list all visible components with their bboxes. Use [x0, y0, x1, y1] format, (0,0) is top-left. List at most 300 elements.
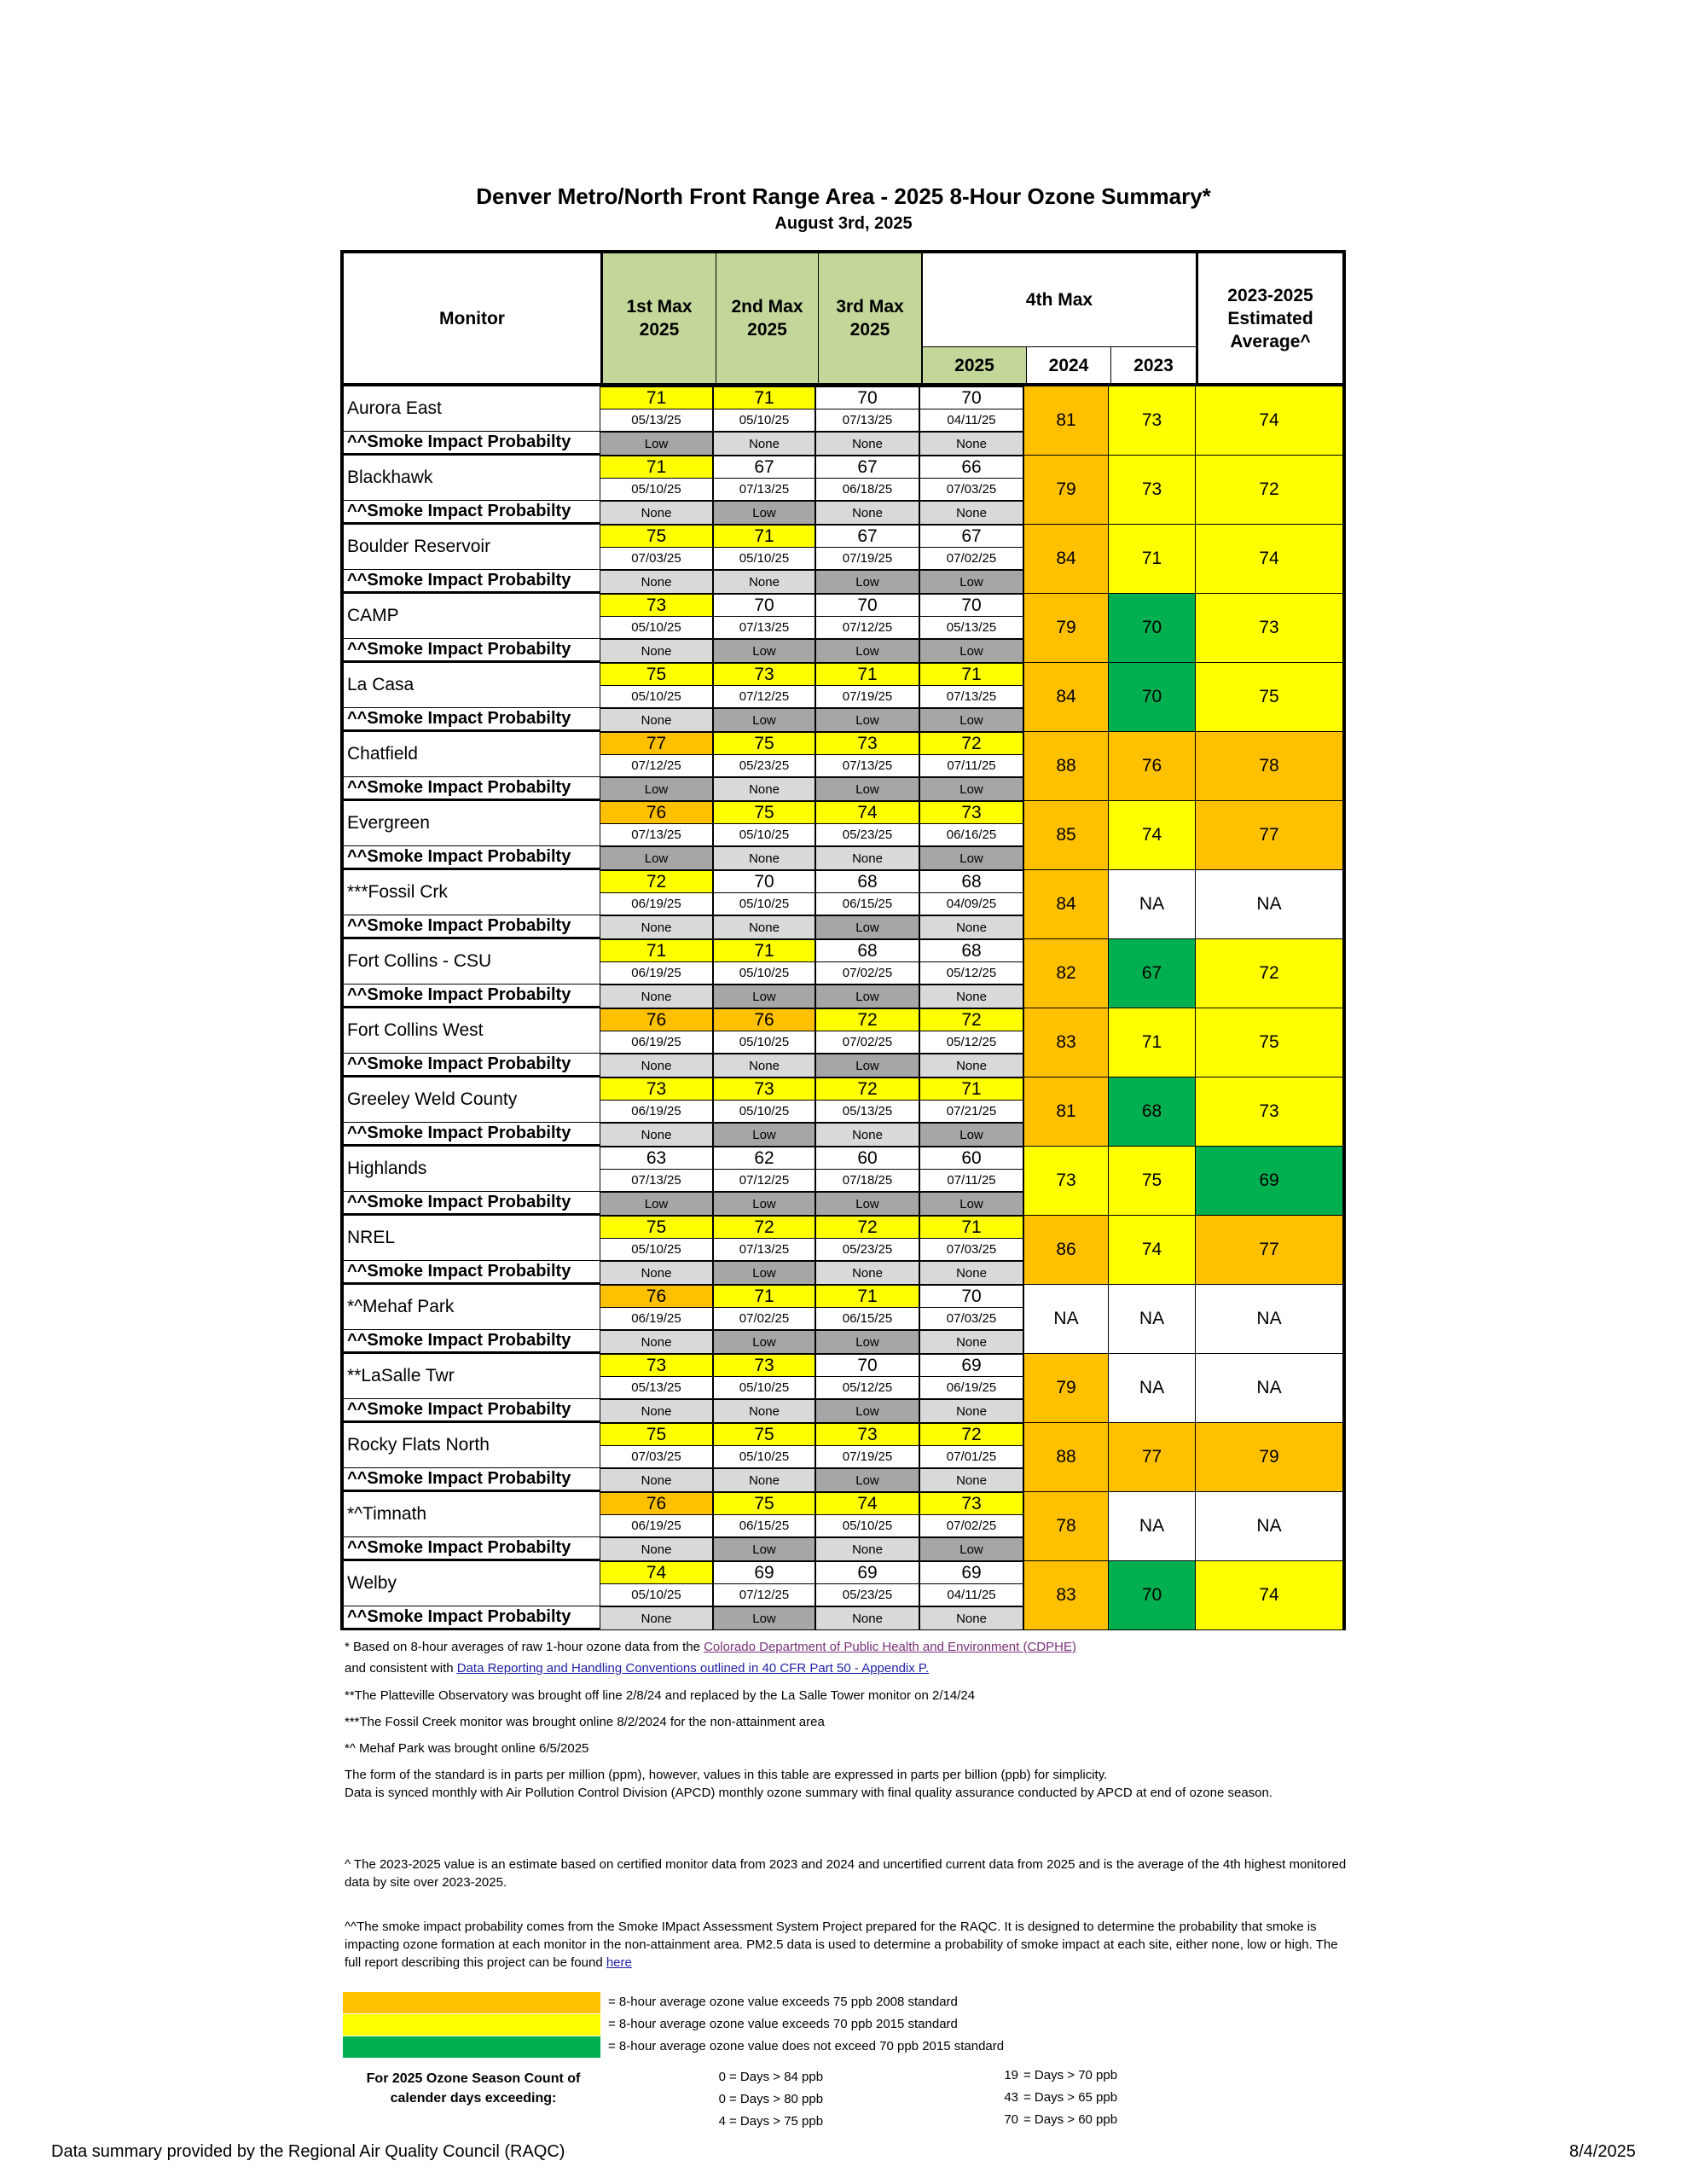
smoke-label: ^^Smoke Impact Probabilty: [340, 1054, 600, 1077]
4th-smoke-probability: None: [919, 1468, 1023, 1492]
1st-max-value: 73: [600, 594, 713, 616]
monitor-name: CAMP: [340, 594, 600, 639]
max-2024: 84: [1023, 870, 1108, 939]
monitor-row: [340, 1423, 1346, 1492]
max-2023: 74: [1108, 1216, 1195, 1285]
1st-max-value: 74: [600, 1561, 713, 1583]
max-2024: 81: [1023, 386, 1108, 456]
average-value: 69: [1195, 1147, 1346, 1216]
4th-max-date: 07/21/25: [919, 1100, 1023, 1123]
monitor-name: Rocky Flats North: [340, 1423, 600, 1468]
smoke-report-link[interactable]: here: [606, 1955, 632, 1970]
smoke-label: ^^Smoke Impact Probabilty: [340, 1537, 600, 1561]
2nd-max-date: 07/12/25: [713, 685, 815, 708]
3rd-max-date: 06/15/25: [815, 1307, 919, 1330]
average-value: NA: [1195, 870, 1346, 939]
4th-smoke-probability: Low: [919, 1537, 1023, 1561]
3rd-max-date: 05/13/25: [815, 1100, 919, 1123]
monitor-row: [340, 1285, 1346, 1354]
4th-max-value: 66: [919, 456, 1023, 478]
4th-smoke-probability: None: [919, 1606, 1023, 1630]
2nd-max-value: 75: [713, 1423, 815, 1445]
1st-max-value: 71: [600, 386, 713, 409]
max-2023: 76: [1108, 732, 1195, 801]
1st-max-value: 72: [600, 870, 713, 892]
3rd-smoke-probability: Low: [815, 639, 919, 663]
2nd-smoke-probability: Low: [713, 1606, 815, 1630]
max-2024: 79: [1023, 456, 1108, 525]
header-monitor: Monitor: [344, 253, 603, 383]
2nd-smoke-probability: Low: [713, 1192, 815, 1216]
smoke-label: ^^Smoke Impact Probabilty: [340, 1468, 600, 1492]
2nd-smoke-probability: Low: [713, 1123, 815, 1147]
average-value: 78: [1195, 732, 1346, 801]
4th-max-date: 05/12/25: [919, 961, 1023, 985]
4th-max-date: 05/12/25: [919, 1031, 1023, 1054]
2nd-max-date: 05/10/25: [713, 961, 815, 985]
3rd-max-value: 74: [815, 801, 919, 823]
3rd-max-date: 05/12/25: [815, 1376, 919, 1399]
count-number: 4: [718, 2114, 726, 2129]
1st-max-date: 06/19/25: [600, 1307, 713, 1330]
4th-max-date: 05/13/25: [919, 616, 1023, 639]
4th-max-value: 72: [919, 1008, 1023, 1031]
max-2023: 73: [1108, 386, 1195, 456]
1st-smoke-probability: None: [600, 1606, 713, 1630]
monitor-name: Fort Collins West: [340, 1008, 600, 1054]
2nd-max-date: 07/12/25: [713, 1583, 815, 1606]
4th-max-date: 07/02/25: [919, 1514, 1023, 1537]
monitor-row: [340, 801, 1346, 870]
count-number: 0: [718, 2092, 726, 2106]
4th-max-value: 71: [919, 1077, 1023, 1100]
4th-max-date: 07/03/25: [919, 1307, 1023, 1330]
average-value: NA: [1195, 1354, 1346, 1423]
3rd-max-value: 70: [815, 594, 919, 616]
average-value: 72: [1195, 456, 1346, 525]
average-value: NA: [1195, 1285, 1346, 1354]
4th-max-value: 70: [919, 1285, 1023, 1307]
1st-smoke-probability: None: [600, 1537, 713, 1561]
max-2024: 88: [1023, 732, 1108, 801]
3rd-smoke-probability: None: [815, 501, 919, 525]
3rd-max-date: 05/23/25: [815, 1583, 919, 1606]
monitor-row: [340, 732, 1346, 801]
2nd-max-date: 05/10/25: [713, 547, 815, 570]
average-value: 72: [1195, 939, 1346, 1008]
3rd-smoke-probability: None: [815, 1123, 919, 1147]
4th-smoke-probability: Low: [919, 708, 1023, 732]
monitor-row: [340, 663, 1346, 732]
count-label: For 2025 Ozone Season Count of calender days exceeding:: [366, 2071, 581, 2106]
2nd-max-value: 62: [713, 1147, 815, 1169]
2nd-smoke-probability: None: [713, 777, 815, 801]
legend-yellow-swatch: [343, 2014, 600, 2036]
note-platteville: **The Platteville Observatory was brought off line 2/8/24 and replaced by the La Salle Tower monitor on 2/14/24: [345, 1688, 976, 1703]
1st-smoke-probability: None: [600, 1123, 713, 1147]
2nd-smoke-probability: None: [713, 915, 815, 939]
monitor-name: La Casa: [340, 663, 600, 708]
count-text: = Days > 80 ppb: [729, 2092, 824, 2106]
3rd-max-value: 74: [815, 1492, 919, 1514]
4th-smoke-probability: None: [919, 1330, 1023, 1354]
header-4th-max: 4th Max: [923, 253, 1198, 347]
1st-max-value: 75: [600, 1423, 713, 1445]
count-text: = Days > 70 ppb: [1023, 2068, 1118, 2082]
page-title: Denver Metro/North Front Range Area - 2025 8-Hour Ozone Summary*: [476, 183, 1211, 209]
1st-smoke-probability: None: [600, 985, 713, 1008]
2nd-max-value: 71: [713, 525, 815, 547]
2nd-max-date: 05/10/25: [713, 1100, 815, 1123]
2nd-max-value: 75: [713, 732, 815, 754]
3rd-max-date: 07/19/25: [815, 1445, 919, 1468]
header-1st-max: 1st Max 2025: [603, 253, 716, 383]
2nd-max-date: 05/10/25: [713, 892, 815, 915]
monitor-name: Boulder Reservoir: [340, 525, 600, 570]
monitor-row: [340, 594, 1346, 663]
monitor-row: [340, 939, 1346, 1008]
3rd-max-date: 07/02/25: [815, 1031, 919, 1054]
2nd-max-value: 75: [713, 1492, 815, 1514]
monitor-name: Highlands: [340, 1147, 600, 1192]
1st-max-date: 06/19/25: [600, 1031, 713, 1054]
3rd-max-value: 70: [815, 1354, 919, 1376]
1st-smoke-probability: None: [600, 1399, 713, 1423]
monitor-row: [340, 1147, 1346, 1216]
4th-smoke-probability: Low: [919, 1192, 1023, 1216]
smoke-label: ^^Smoke Impact Probabilty: [340, 432, 600, 456]
1st-max-date: 05/10/25: [600, 1238, 713, 1261]
4th-max-value: 71: [919, 1216, 1023, 1238]
2nd-max-value: 73: [713, 1077, 815, 1100]
max-2024: 88: [1023, 1423, 1108, 1492]
max-2023: 68: [1108, 1077, 1195, 1147]
average-value: 75: [1195, 663, 1346, 732]
max-2024: 84: [1023, 525, 1108, 594]
2nd-max-date: 07/13/25: [713, 1238, 815, 1261]
3rd-max-value: 69: [815, 1561, 919, 1583]
4th-max-date: 04/11/25: [919, 1583, 1023, 1606]
max-2024: 79: [1023, 1354, 1108, 1423]
2nd-max-date: 07/13/25: [713, 616, 815, 639]
smoke-label: ^^Smoke Impact Probabilty: [340, 1399, 600, 1423]
legend-green-swatch: [343, 2036, 600, 2058]
3rd-max-value: 72: [815, 1077, 919, 1100]
3rd-max-date: 07/02/25: [815, 961, 919, 985]
2nd-smoke-probability: Low: [713, 639, 815, 663]
4th-max-value: 70: [919, 386, 1023, 409]
4th-max-value: 69: [919, 1354, 1023, 1376]
4th-max-date: 07/02/25: [919, 547, 1023, 570]
cdphe-link[interactable]: Colorado Department of Public Health and Environment (CDPHE): [704, 1640, 1076, 1654]
monitor-name: Chatfield: [340, 732, 600, 777]
1st-max-date: 05/13/25: [600, 409, 713, 432]
1st-smoke-probability: Low: [600, 777, 713, 801]
smoke-label: ^^Smoke Impact Probabilty: [340, 915, 600, 939]
3rd-max-value: 68: [815, 939, 919, 961]
2nd-max-value: 67: [713, 456, 815, 478]
1st-max-value: 73: [600, 1077, 713, 1100]
4th-max-date: 06/19/25: [919, 1376, 1023, 1399]
monitor-name: Greeley Weld County: [340, 1077, 600, 1123]
1st-max-value: 63: [600, 1147, 713, 1169]
smoke-label: ^^Smoke Impact Probabilty: [340, 1261, 600, 1285]
4th-max-value: 67: [919, 525, 1023, 547]
3rd-smoke-probability: None: [815, 1537, 919, 1561]
count-text: = Days > 75 ppb: [729, 2114, 824, 2129]
smoke-label: ^^Smoke Impact Probabilty: [340, 501, 600, 525]
note-units: The form of the standard is in parts per million (ppm), however, values in this table are expressed in parts per billion (ppb) for simplicity.: [345, 1768, 1108, 1782]
max-2023: NA: [1108, 1354, 1195, 1423]
1st-max-value: 75: [600, 1216, 713, 1238]
average-value: NA: [1195, 1492, 1346, 1561]
4th-smoke-probability: None: [919, 501, 1023, 525]
3rd-max-value: 70: [815, 386, 919, 409]
2nd-max-value: 73: [713, 1354, 815, 1376]
header-average: 2023-2025 Estimated Average^: [1227, 285, 1313, 351]
monitor-name: Welby: [340, 1561, 600, 1606]
2nd-smoke-probability: Low: [713, 501, 815, 525]
3rd-smoke-probability: None: [815, 1261, 919, 1285]
average-value: 74: [1195, 1561, 1346, 1630]
max-2023: 70: [1108, 663, 1195, 732]
3rd-max-date: 07/13/25: [815, 754, 919, 777]
2nd-smoke-probability: None: [713, 1468, 815, 1492]
1st-smoke-probability: None: [600, 501, 713, 525]
1st-smoke-probability: None: [600, 639, 713, 663]
2nd-smoke-probability: Low: [713, 1261, 815, 1285]
4th-max-date: 07/03/25: [919, 1238, 1023, 1261]
max-2023: 77: [1108, 1423, 1195, 1492]
monitor-name: NREL: [340, 1216, 600, 1261]
legend-orange-text: = 8-hour average ozone value exceeds 75 ppb 2008 standard: [608, 1995, 958, 2009]
2nd-max-value: 72: [713, 1216, 815, 1238]
3rd-max-value: 68: [815, 870, 919, 892]
monitor-row: [340, 1354, 1346, 1423]
3rd-smoke-probability: Low: [815, 1192, 919, 1216]
4th-max-value: 73: [919, 801, 1023, 823]
average-value: 75: [1195, 1008, 1346, 1077]
4th-max-value: 72: [919, 732, 1023, 754]
4th-smoke-probability: None: [919, 1261, 1023, 1285]
monitor-row: [340, 1216, 1346, 1285]
4th-max-value: 71: [919, 663, 1023, 685]
max-2024: 79: [1023, 594, 1108, 663]
3rd-max-value: 72: [815, 1216, 919, 1238]
1st-max-date: 05/13/25: [600, 1376, 713, 1399]
1st-smoke-probability: Low: [600, 1192, 713, 1216]
page-subtitle: August 3rd, 2025: [774, 214, 913, 233]
count-number: 0: [718, 2070, 726, 2084]
max-2023: NA: [1108, 1492, 1195, 1561]
2nd-smoke-probability: None: [713, 1054, 815, 1077]
1st-max-value: 71: [600, 456, 713, 478]
4th-max-date: 07/01/25: [919, 1445, 1023, 1468]
4th-max-value: 73: [919, 1492, 1023, 1514]
3rd-smoke-probability: Low: [815, 1399, 919, 1423]
4th-smoke-probability: None: [919, 985, 1023, 1008]
3rd-max-date: 06/15/25: [815, 892, 919, 915]
4th-max-value: 69: [919, 1561, 1023, 1583]
monitor-name: *^Timnath: [340, 1492, 600, 1537]
4th-max-date: 04/11/25: [919, 409, 1023, 432]
3rd-max-value: 60: [815, 1147, 919, 1169]
max-2023: 71: [1108, 525, 1195, 594]
note-smoke-text: ^^The smoke impact probability comes from the Smoke IMpact Assessment System Project prepared for the RAQC. It is designed to determine the probability that smoke is impacting ozone formation at each monitor in the non-attainment area. PM2.5 data is used to determine a probability of smoke impact at each site, either none, low or high. The full report describing this project can be found: [345, 1920, 1338, 1970]
header-4th-2023: 2023: [1111, 347, 1198, 383]
1st-max-date: 06/19/25: [600, 1514, 713, 1537]
2nd-max-value: 71: [713, 1285, 815, 1307]
count-number: 43: [1004, 2090, 1018, 2105]
average-value: 73: [1195, 1077, 1346, 1147]
average-value: 79: [1195, 1423, 1346, 1492]
3rd-max-date: 05/23/25: [815, 823, 919, 846]
smoke-label: ^^Smoke Impact Probabilty: [340, 777, 600, 801]
3rd-max-value: 71: [815, 663, 919, 685]
2nd-max-date: 05/10/25: [713, 409, 815, 432]
count-number: 19: [1004, 2068, 1018, 2082]
smoke-label: ^^Smoke Impact Probabilty: [340, 1330, 600, 1354]
1st-smoke-probability: None: [600, 708, 713, 732]
3rd-max-value: 67: [815, 456, 919, 478]
smoke-label: ^^Smoke Impact Probabilty: [340, 708, 600, 732]
average-value: 73: [1195, 594, 1346, 663]
legend-green-text: = 8-hour average ozone value does not exceed 70 ppb 2015 standard: [608, 2039, 1005, 2053]
1st-max-value: 71: [600, 939, 713, 961]
3rd-smoke-probability: None: [815, 1606, 919, 1630]
note-mehaf-park: *^ Mehaf Park was brought online 6/5/2025: [345, 1741, 589, 1756]
monitor-row: [340, 456, 1346, 525]
1st-max-date: 07/03/25: [600, 1445, 713, 1468]
4th-smoke-probability: Low: [919, 846, 1023, 870]
4th-max-value: 72: [919, 1423, 1023, 1445]
max-2023: 70: [1108, 594, 1195, 663]
3rd-max-date: 05/10/25: [815, 1514, 919, 1537]
table-header: [340, 250, 1346, 386]
average-value: 77: [1195, 801, 1346, 870]
average-value: 74: [1195, 386, 1346, 456]
1st-smoke-probability: None: [600, 1261, 713, 1285]
monitor-row: [340, 1008, 1346, 1077]
max-2023: 70: [1108, 1561, 1195, 1630]
2nd-max-date: 07/12/25: [713, 1169, 815, 1192]
max-2023: 74: [1108, 801, 1195, 870]
max-2024: 73: [1023, 1147, 1108, 1216]
2nd-max-date: 05/23/25: [713, 754, 815, 777]
3rd-smoke-probability: Low: [815, 985, 919, 1008]
footer-date: 8/4/2025: [1569, 2142, 1636, 2161]
3rd-smoke-probability: None: [815, 432, 919, 456]
1st-max-value: 75: [600, 663, 713, 685]
max-2023: NA: [1108, 1285, 1195, 1354]
3rd-max-date: 07/19/25: [815, 547, 919, 570]
max-2024: 81: [1023, 1077, 1108, 1147]
4th-smoke-probability: None: [919, 432, 1023, 456]
3rd-max-value: 73: [815, 732, 919, 754]
1st-smoke-probability: None: [600, 1330, 713, 1354]
max-2024: 82: [1023, 939, 1108, 1008]
1st-max-value: 75: [600, 525, 713, 547]
count-text: = Days > 60 ppb: [1023, 2112, 1118, 2127]
2nd-max-value: 71: [713, 386, 815, 409]
4th-max-date: 07/11/25: [919, 754, 1023, 777]
monitor-name: **LaSalle Twr: [340, 1354, 600, 1399]
1st-max-date: 07/12/25: [600, 754, 713, 777]
3rd-max-date: 07/19/25: [815, 685, 919, 708]
2nd-max-date: 07/02/25: [713, 1307, 815, 1330]
max-2024: 84: [1023, 663, 1108, 732]
3rd-max-value: 73: [815, 1423, 919, 1445]
note-cfr: [345, 1659, 1347, 1677]
2nd-smoke-probability: Low: [713, 985, 815, 1008]
monitor-name: Aurora East: [340, 386, 600, 432]
4th-max-date: 07/13/25: [919, 685, 1023, 708]
4th-smoke-probability: Low: [919, 1123, 1023, 1147]
1st-max-value: 76: [600, 1285, 713, 1307]
4th-smoke-probability: None: [919, 1054, 1023, 1077]
monitor-row: [340, 525, 1346, 594]
4th-max-value: 68: [919, 870, 1023, 892]
smoke-label: ^^Smoke Impact Probabilty: [340, 639, 600, 663]
4th-smoke-probability: None: [919, 915, 1023, 939]
3rd-max-date: 07/13/25: [815, 409, 919, 432]
2nd-max-date: 05/10/25: [713, 823, 815, 846]
3rd-max-value: 72: [815, 1008, 919, 1031]
cfr-appendix-link[interactable]: Data Reporting and Handling Conventions outlined in 40 CFR Part 50 - Appendix P.: [456, 1661, 930, 1676]
3rd-smoke-probability: Low: [815, 1330, 919, 1354]
3rd-max-date: 07/18/25: [815, 1169, 919, 1192]
smoke-label: ^^Smoke Impact Probabilty: [340, 985, 600, 1008]
monitor-name: *^Mehaf Park: [340, 1285, 600, 1330]
3rd-max-date: 06/18/25: [815, 478, 919, 501]
smoke-label: ^^Smoke Impact Probabilty: [340, 1606, 600, 1630]
max-2024: 83: [1023, 1561, 1108, 1630]
legend-orange-swatch: [343, 1992, 600, 2013]
2nd-max-date: 05/10/25: [713, 1376, 815, 1399]
2nd-max-value: 76: [713, 1008, 815, 1031]
max-2024: 78: [1023, 1492, 1108, 1561]
1st-max-date: 05/10/25: [600, 478, 713, 501]
note-sync: Data is synced monthly with Air Pollution Control Division (APCD) monthly ozone summary with final quality assurance conducted by APCD at end of ozone season.: [345, 1786, 1273, 1800]
4th-max-value: 68: [919, 939, 1023, 961]
count-number: 70: [1004, 2112, 1018, 2127]
note-cfr-text: and consistent with: [345, 1661, 457, 1676]
1st-max-value: 76: [600, 1008, 713, 1031]
smoke-label: ^^Smoke Impact Probabilty: [340, 1123, 600, 1147]
monitor-name: Fort Collins - CSU: [340, 939, 600, 985]
4th-smoke-probability: Low: [919, 570, 1023, 594]
2nd-max-value: 73: [713, 663, 815, 685]
max-2023: 71: [1108, 1008, 1195, 1077]
2nd-max-date: 05/10/25: [713, 1445, 815, 1468]
note-fossil-creek: ***The Fossil Creek monitor was brought online 8/2/2024 for the non-attainment area: [345, 1715, 825, 1729]
count-text: = Days > 65 ppb: [1023, 2090, 1118, 2105]
header-3rd-max: 3rd Max 2025: [819, 253, 923, 383]
average-value: 77: [1195, 1216, 1346, 1285]
1st-max-value: 76: [600, 801, 713, 823]
monitor-name: ***Fossil Crk: [340, 870, 600, 915]
2nd-smoke-probability: None: [713, 1399, 815, 1423]
note-smoke: [345, 1918, 1347, 1972]
monitor-row: [340, 870, 1346, 939]
3rd-smoke-probability: None: [815, 846, 919, 870]
1st-max-date: 07/13/25: [600, 823, 713, 846]
2nd-smoke-probability: Low: [713, 1537, 815, 1561]
1st-max-date: 06/19/25: [600, 892, 713, 915]
4th-smoke-probability: Low: [919, 639, 1023, 663]
4th-max-value: 60: [919, 1147, 1023, 1169]
4th-smoke-probability: Low: [919, 777, 1023, 801]
